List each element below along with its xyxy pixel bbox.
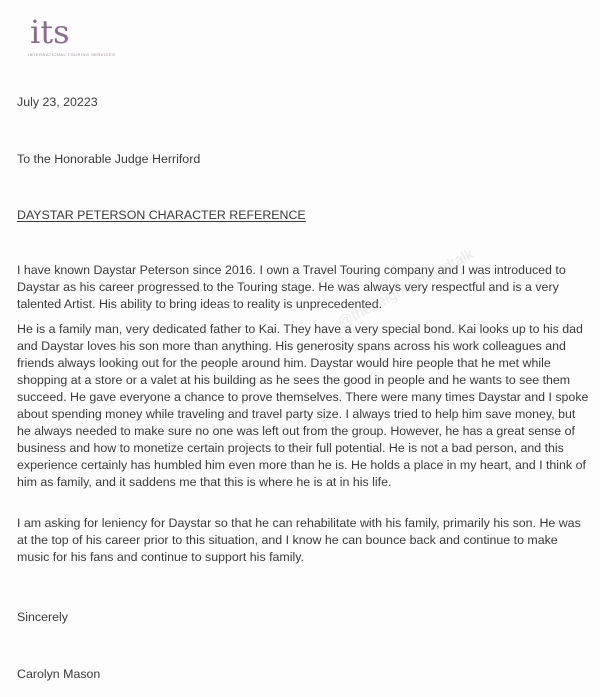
letter-heading: DAYSTAR PETERSON CHARACTER REFERENCE (17, 208, 306, 222)
letter-salutation: To the Honorable Judge Herriford (17, 152, 201, 166)
letter-paragraph: He is a family man, very dedicated father to Kai. They have a very special bond. Kai looks up to his dad and Daystar loves his son more than anything. His generosity spans across his work colleagues and friends always looking out for the people around him. Daystar would hire people that he met while shopping at a store or a valet at his building as he sees the good in people and he wants to see them succeed. He gave everyone a chance to prove themselves. There were many times Daystar and I spoke about spending money while traveling and travel party size. I always tried to help him save money, but he always needed to make sure no one was left out from the group. However, he has a great sense of business and how to monetize certain projects to their full potential. He is not a bad person, and this experience certainly has humbled him even more than he is. He holds a place in my heart, and I think of him as family, and it saddens me that this is where he is at in his life. (17, 322, 589, 489)
logo-text: its (30, 13, 70, 51)
letter-paragraph: I am asking for leniency for Daystar so that he can rehabilitate with his family, primarily his son. He was at the top of his career prior to this situation, and I know he can bounce back and continue to make music for his fans and continue to support his family. (17, 516, 581, 564)
letter-signature: Carolyn Mason (17, 667, 101, 681)
letter-paragraph: I have known Daystar Peterson since 2016. I own a Travel Touring company and I was introduced to Daystar as his career progressed to the Touring stage. He was always very respectful and is a very talented Artist. His ability to bring ideas to reality is unprecedented. (17, 263, 566, 311)
company-logo (16, 12, 116, 64)
letter-date: July 23, 20223 (17, 95, 98, 109)
letter-closing: Sincerely (17, 610, 68, 624)
watermark: @theneighborhoodtalk (334, 245, 477, 332)
logo-tagline: INTERNATIONAL TOURING SERVICES (28, 52, 116, 57)
